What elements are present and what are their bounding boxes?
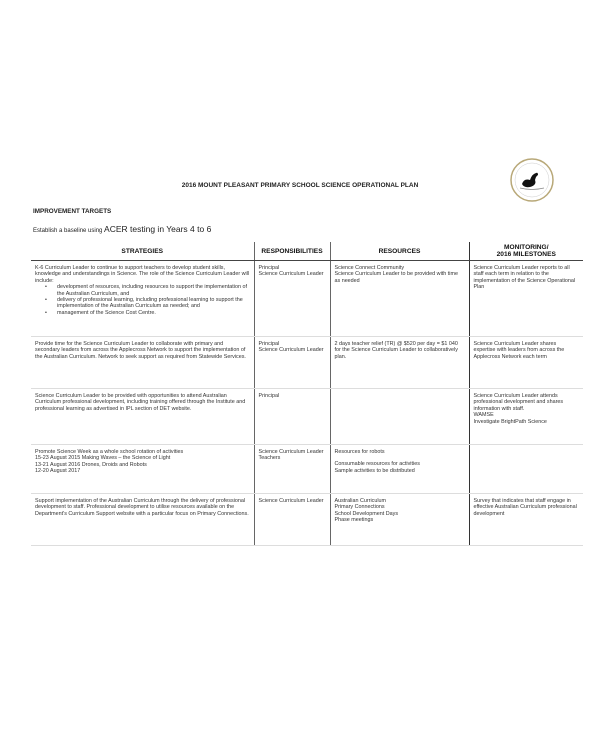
header-monitoring	[469, 242, 583, 261]
header-monitoring-line1: MONITORING/	[503, 244, 549, 251]
monitoring-cell	[469, 389, 583, 445]
header-monitoring-line2: 2016 MILESTONES	[496, 251, 556, 258]
monitoring-cell: Survey that indicates that staff engage in effective Australian Curriculum professional development	[469, 494, 583, 546]
strategy-cell: Science Curriculum Leader to be provided with opportunities to attend Australian Curriculum professional development, including training offered through the Institute and professional learning as advertised in IPL section of DET website.	[31, 389, 254, 445]
responsibilities-cell	[254, 337, 330, 389]
header-resources: RESOURCES	[330, 242, 469, 261]
resource: Resources for robots	[334, 449, 385, 455]
table-row	[31, 494, 583, 546]
responsibilities-cell: Principal	[254, 389, 330, 445]
resources-cell	[330, 494, 469, 546]
table-header-row	[31, 242, 583, 261]
responsibilities-cell: Science Curriculum Leader	[254, 494, 330, 546]
responsibility: Teachers	[258, 455, 281, 462]
resource: Science Curriculum Leader to be provided with time as needed	[334, 271, 458, 284]
resource: School Development Days	[334, 510, 399, 517]
baseline-emphasis: ACER testing in Years 4 to 6	[104, 224, 212, 234]
strategy-line: 12-20 August 2017	[35, 468, 81, 475]
list-item: • development of resources, including resources to support the implementation of the Australian Curriculum, and	[57, 284, 250, 297]
strategy-cell	[31, 261, 254, 337]
strategy-cell: Support implementation of the Australian Curriculum through the delivery of professional development to staff. Professional development to utilise resources available on the Department's Curriculum Support website with a particular focus on Primary Connections.	[31, 494, 254, 546]
strategy-cell: Provide time for the Science Curriculum Leader to collaborate with primary and secondary leaders from across the Applecross Network to support the implementation of the Australian Curriculum. Network to seek support as required from Statewide Services.	[31, 337, 254, 389]
responsibilities-cell	[254, 445, 330, 494]
operational-plan-table	[31, 242, 583, 546]
resource: Consumable resources for activities	[334, 461, 420, 468]
resource: Science Connect Community	[334, 265, 405, 271]
responsibility: Principal	[258, 341, 280, 347]
document-title: 2016 MOUNT PLEASANT PRIMARY SCHOOL SCIENCE OPERATIONAL PLAN	[181, 182, 419, 189]
resource: Australian Curriculum	[334, 498, 387, 504]
resources-cell: 2 days teacher relief (TR) @ $520 per day = $1 040 for the Science Curriculum Leader to collaboratively plan.	[330, 337, 469, 389]
baseline-target	[33, 224, 211, 234]
responsibility: Science Curriculum Leader	[258, 271, 324, 278]
resource: Phase meetings	[334, 517, 374, 524]
resource: Primary Connections	[334, 504, 385, 511]
improvement-targets-heading: IMPROVEMENT TARGETS	[33, 208, 112, 215]
strategy-text: K-6 Curriculum Leader to continue to support teachers to develop student skills, knowledge and understandings in Science. The role of the Science Curriculum Leader will include:	[35, 265, 250, 284]
header-responsibilities: RESPONSIBILITIES	[254, 242, 330, 261]
list-item: • delivery of professional learning, including professional learning to support the implementation of the Australian Curriculum as needed; and	[57, 297, 250, 310]
resources-cell	[330, 445, 469, 494]
monitoring-item: Science Curriculum Leader attends professional development and shares information with staff.	[473, 393, 564, 412]
strategy-line: 15-23 August 2015 Making Waves – the Science of Light	[35, 455, 171, 462]
strategy-line: 13-21 August 2016 Drones, Droids and Robots	[35, 461, 147, 468]
table-row	[31, 261, 583, 337]
responsibility: Science Curriculum Leader	[258, 449, 324, 455]
monitoring-cell: Science Curriculum Leader shares expertise with leaders from across the Applecross Network each term	[469, 337, 583, 389]
responsibility: Science Curriculum Leader	[258, 347, 324, 354]
resources-cell	[330, 261, 469, 337]
resources-cell	[330, 389, 469, 445]
baseline-prefix: Establish a baseline using	[33, 228, 105, 234]
school-logo-icon	[510, 158, 554, 202]
strategy-line: Promote Science Week as a whole school rotation of activities	[35, 449, 184, 455]
responsibility: Principal	[258, 265, 280, 271]
monitoring-cell	[469, 445, 583, 494]
monitoring-item: Science Curriculum Leader reports to all staff each term in relation to the implementation of the Science Operational Plan	[473, 265, 576, 291]
strategy-bullets	[35, 284, 250, 316]
monitoring-item: Investigate BrightPath Science	[473, 418, 547, 425]
table-row	[31, 337, 583, 389]
resource: Sample activities to be distributed	[334, 467, 415, 474]
monitoring-item: WAMSE	[473, 412, 494, 419]
monitoring-cell	[469, 261, 583, 337]
header-strategies: STRATEGIES	[31, 242, 254, 261]
strategy-cell	[31, 445, 254, 494]
table-row	[31, 445, 583, 494]
responsibilities-cell	[254, 261, 330, 337]
list-item: • management of the Science Cost Centre.	[57, 310, 250, 316]
table-row	[31, 389, 583, 445]
